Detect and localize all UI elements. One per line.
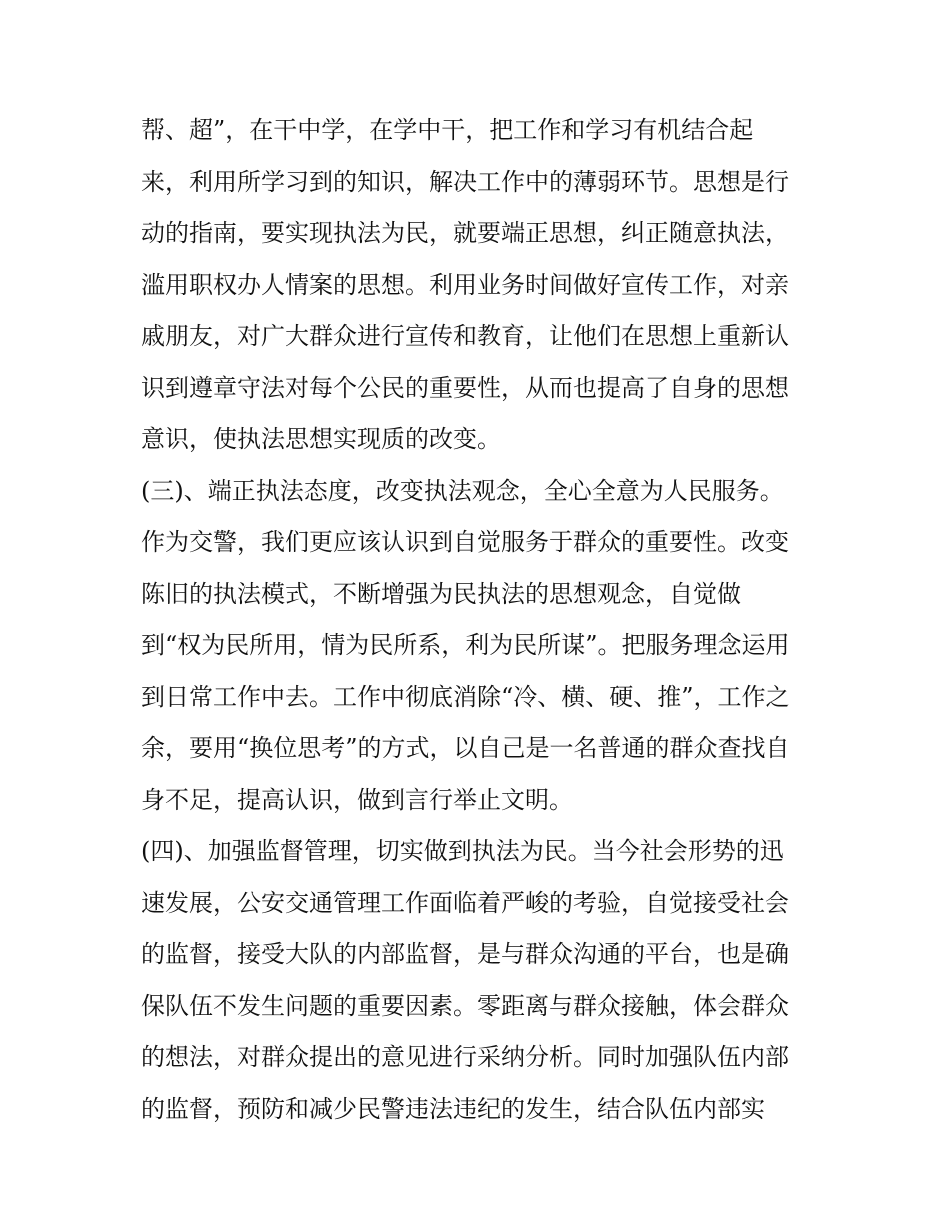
text-line: 来，利用所学习到的知识，解决工作中的薄弱环节。思想是行 [141, 167, 789, 196]
text-line: 到日常工作中去。工作中彻底消除“冷、横、硬、推”，工作之 [141, 682, 790, 711]
section-heading-3: (三)、端正执法态度，改变执法观念，全心全意为人民服务。 [141, 476, 784, 505]
text-line: 保队伍不发生问题的重要因素。零距离与群众接触，体会群众 [141, 991, 789, 1020]
text-line: 作为交警，我们更应该认识到自觉服务于群众的重要性。改变 [141, 528, 789, 556]
text-line: 滥用职权办人情案的思想。利用业务时间做好宣传工作，对亲 [141, 270, 789, 299]
text-line: 陈旧的执法模式，不断增强为民执法的思想观念，自觉做 [141, 579, 741, 608]
text-line: 戚朋友，对广大群众进行宣传和教育，让他们在思想上重新认 [141, 322, 789, 350]
text-line: 的监督，接受大队的内部监督，是与群众沟通的平台，也是确 [141, 940, 789, 968]
text-line: 身不足，提高认识，做到言行举止文明。 [141, 785, 573, 814]
section-heading-4: (四)、加强监督管理，切实做到执法为民。当今社会形势的迅 [141, 837, 784, 865]
text-line: 速发展，公安交通管理工作面临着严峻的考验，自觉接受社会 [141, 888, 789, 917]
text-line: 余，要用“换位思考”的方式，以自己是一名普通的群众查找自 [141, 734, 790, 762]
text-line: 意识，使执法思想实现质的改变。 [141, 425, 501, 453]
body-text [141, 107, 821, 1137]
text-line: 动的指南，要实现执法为民，就要端正思想，纠正随意执法， [141, 219, 789, 247]
text-line: 识到遵章守法对每个公民的重要性，从而也提高了自身的思想 [141, 373, 789, 402]
text-line: 帮、超”，在干中学，在学中干，把工作和学习有机结合起 [141, 116, 754, 144]
text-line: 的想法，对群众提出的意见进行采纳分析。同时加强队伍内部 [141, 1043, 789, 1071]
text-line: 到“权为民所用，情为民所系，利为民所谋”。把服务理念运用 [141, 631, 790, 659]
text-line: 的监督，预防和减少民警违法违纪的发生，结合队伍内部实 [141, 1094, 765, 1123]
